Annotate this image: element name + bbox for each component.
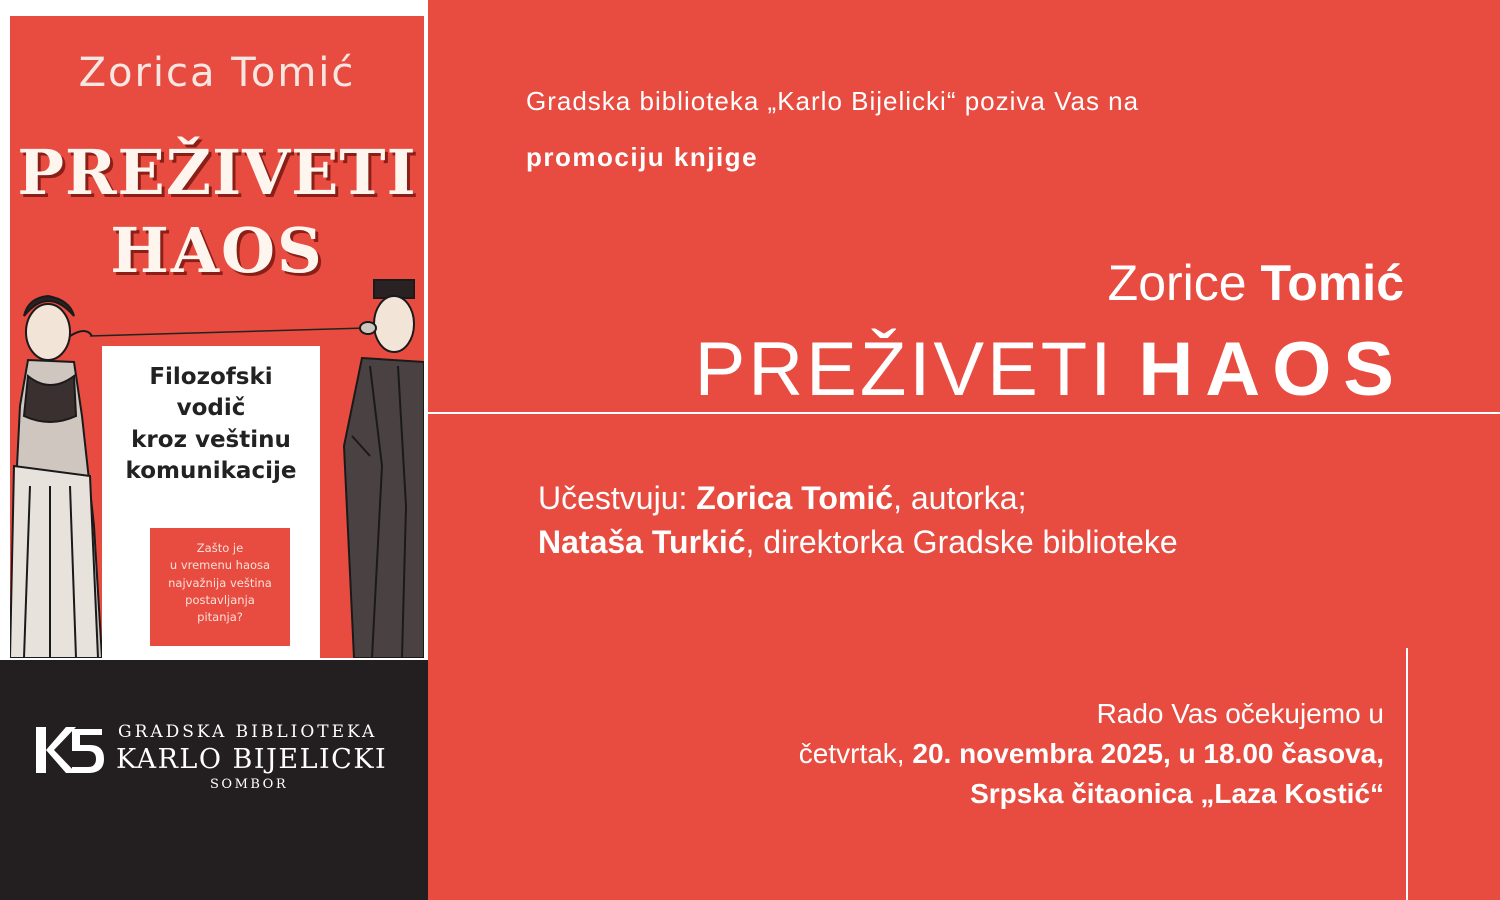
- library-city: SOMBOR: [210, 777, 289, 792]
- cover-blurb: [150, 540, 290, 626]
- closing-line2: [799, 734, 1384, 774]
- invitation-event-type: promociju knjige: [526, 142, 759, 172]
- participant-name: Zorica Tomić: [696, 480, 894, 516]
- headline-title-light: PREŽIVETI: [694, 327, 1139, 412]
- headline-title: [695, 326, 1406, 413]
- event-date-time: 20. novembra 2025, u 18.00 časova,: [912, 738, 1384, 769]
- book-cover-panel: [0, 0, 428, 900]
- participant-name: Nataša Turkić: [538, 524, 746, 560]
- cover-subtitle-line: komunikacije: [125, 457, 297, 484]
- headline-author-last: Tomić: [1260, 255, 1404, 311]
- horizontal-divider: [428, 412, 1500, 414]
- participants-line1: [538, 476, 1178, 520]
- cover-subtitle-line: vodič: [176, 395, 246, 422]
- cover-title-line2: HAOS: [110, 214, 324, 287]
- event-venue: Srpska čitaonica „Laza Kostić“: [970, 778, 1384, 809]
- cover-blurb-line: Zašto je: [196, 541, 244, 555]
- event-details: [799, 694, 1384, 814]
- participant-role: , autorka;: [893, 480, 1027, 516]
- library-name-line1: GRADSKA BIBLIOTEKA: [118, 722, 378, 742]
- vertical-divider: [1406, 648, 1408, 900]
- participant-role: , direktorka Gradske biblioteke: [745, 524, 1178, 560]
- cover-subtitle-line: Filozofski: [149, 364, 273, 390]
- cover-blurb-line: postavljanja: [185, 592, 255, 607]
- closing-line1: Rado Vas očekujemo u: [1096, 698, 1384, 729]
- library-logo-block: [0, 660, 428, 900]
- cover-blurb-line: najvažnija veština: [168, 575, 272, 590]
- library-kb-logo-icon: [32, 725, 108, 775]
- event-day: četvrtak,: [798, 738, 913, 769]
- headline-author-first: Zorice: [1107, 255, 1261, 311]
- cover-author: Zorica Tomić: [78, 50, 356, 96]
- book-cover: [10, 16, 424, 658]
- participants-label: Učestvuju:: [538, 480, 697, 516]
- participants: [538, 476, 1178, 564]
- library-name-line2: KARLO BIJELICKI: [116, 744, 388, 775]
- cover-title-line1: PREŽIVETI: [17, 136, 417, 209]
- cover-blurb-line: u vremenu haosa: [169, 558, 271, 573]
- participants-line2: [538, 520, 1178, 564]
- headline-author: [1108, 254, 1404, 312]
- headline-title-bold: HAOS: [1138, 327, 1406, 412]
- invitation-intro: Gradska biblioteka „Karlo Bijelicki“ poziva Vas na: [526, 86, 1140, 116]
- cover-subtitle-line: kroz veštinu: [131, 426, 291, 453]
- cover-subtitle: [102, 362, 320, 487]
- cover-blurb-line: pitanja?: [197, 610, 243, 624]
